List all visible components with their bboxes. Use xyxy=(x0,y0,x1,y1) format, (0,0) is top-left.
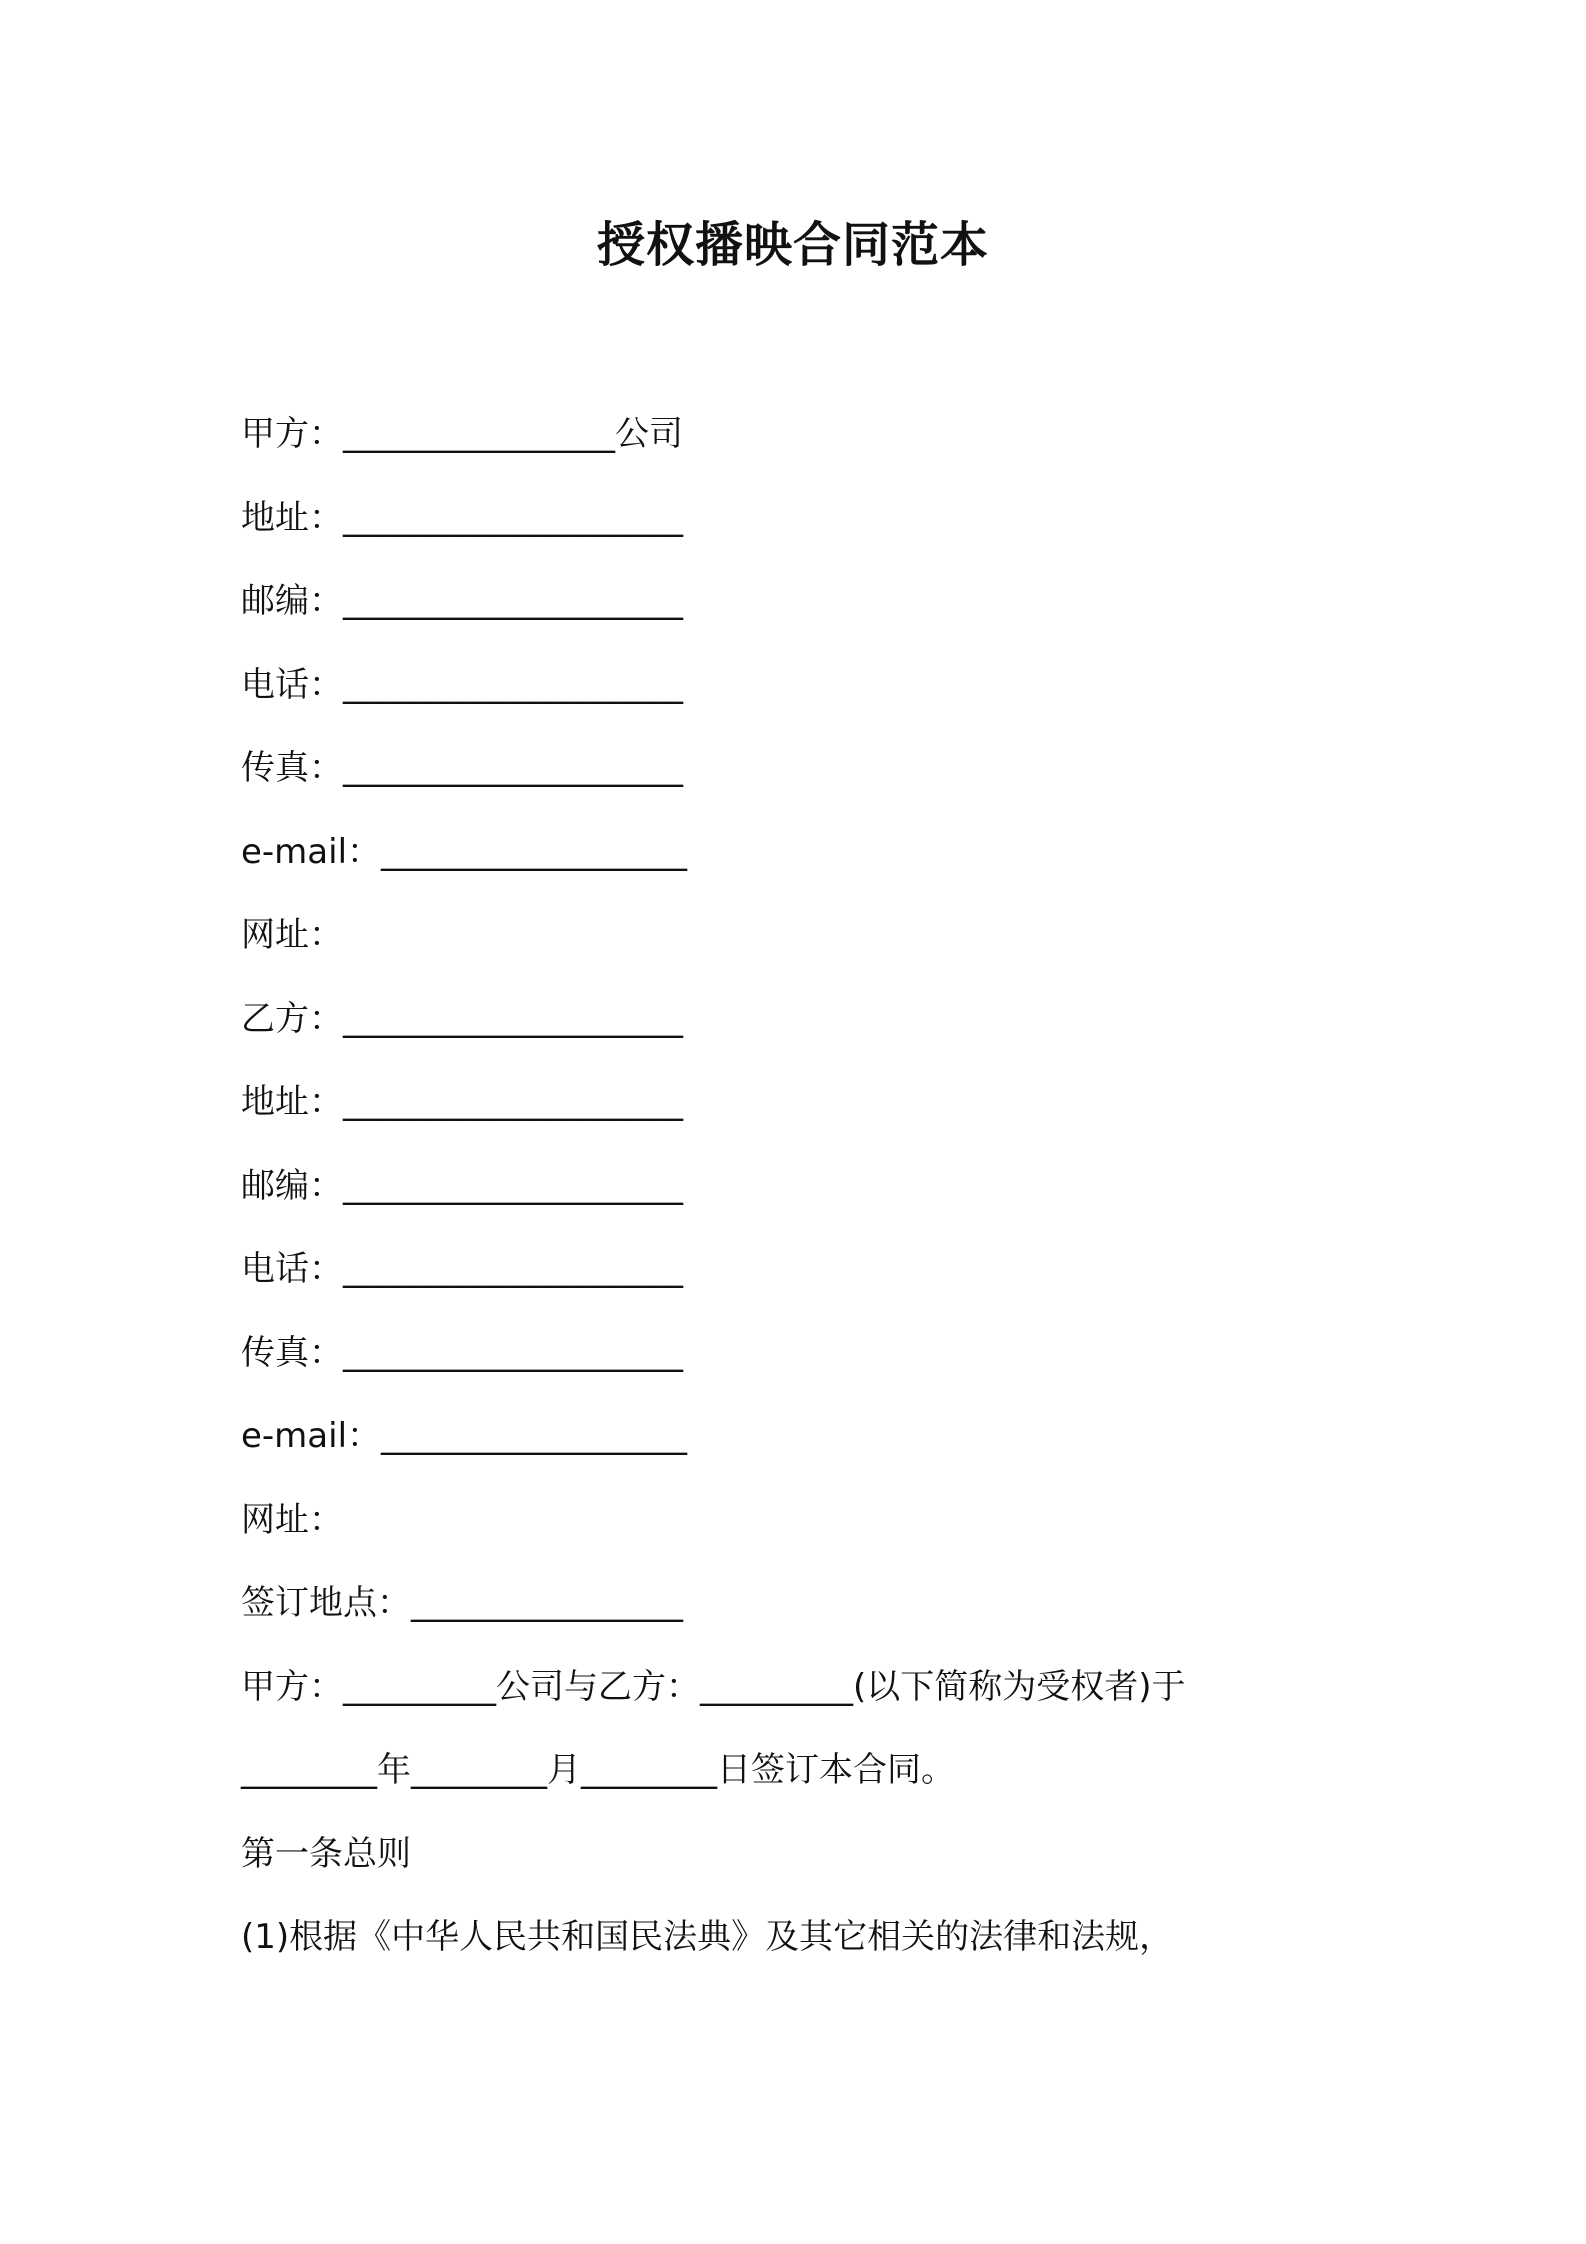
party-b-address-line: 地址：____________________ xyxy=(241,1082,683,1122)
document-body xyxy=(241,404,1391,1991)
party-b-postcode-line: 邮编：____________________ xyxy=(241,1165,683,1206)
party-b-email-line: e-mail：__________________ xyxy=(241,1416,688,1456)
party-a-address-line: 地址：____________________ xyxy=(241,497,683,538)
party-a-website-line: 网址： xyxy=(241,915,343,955)
signing-date-line: ________年________月________日签订本合同。 xyxy=(241,1750,955,1790)
party-a-phone-line: 电话：____________________ xyxy=(241,664,683,705)
party-b-fax-line: 传真：____________________ xyxy=(241,1332,683,1373)
article-one-clause-1: (1)根据《中华人民共和国民法典》及其它相关的法律和法规， xyxy=(241,1917,1174,1957)
party-a-postcode-line: 邮编：____________________ xyxy=(241,581,683,621)
agreement-parties-line: 甲方：_________公司与乙方：_________(以下简称为受权者)于 xyxy=(241,1666,1186,1707)
signing-location-line: 签订地点：________________ xyxy=(241,1583,683,1623)
party-b-line: 乙方：____________________ xyxy=(241,998,683,1039)
article-one-heading: 第一条总则 xyxy=(241,1833,411,1874)
party-b-phone-line: 电话：____________________ xyxy=(241,1249,683,1289)
party-a-line: 甲方：________________公司 xyxy=(241,414,683,454)
document-title: 授权播映合同范本 xyxy=(596,217,989,273)
party-b-website-line: 网址： xyxy=(241,1499,343,1540)
party-a-email-line: e-mail：__________________ xyxy=(241,831,688,872)
party-a-fax-line: 传真：____________________ xyxy=(241,748,683,788)
